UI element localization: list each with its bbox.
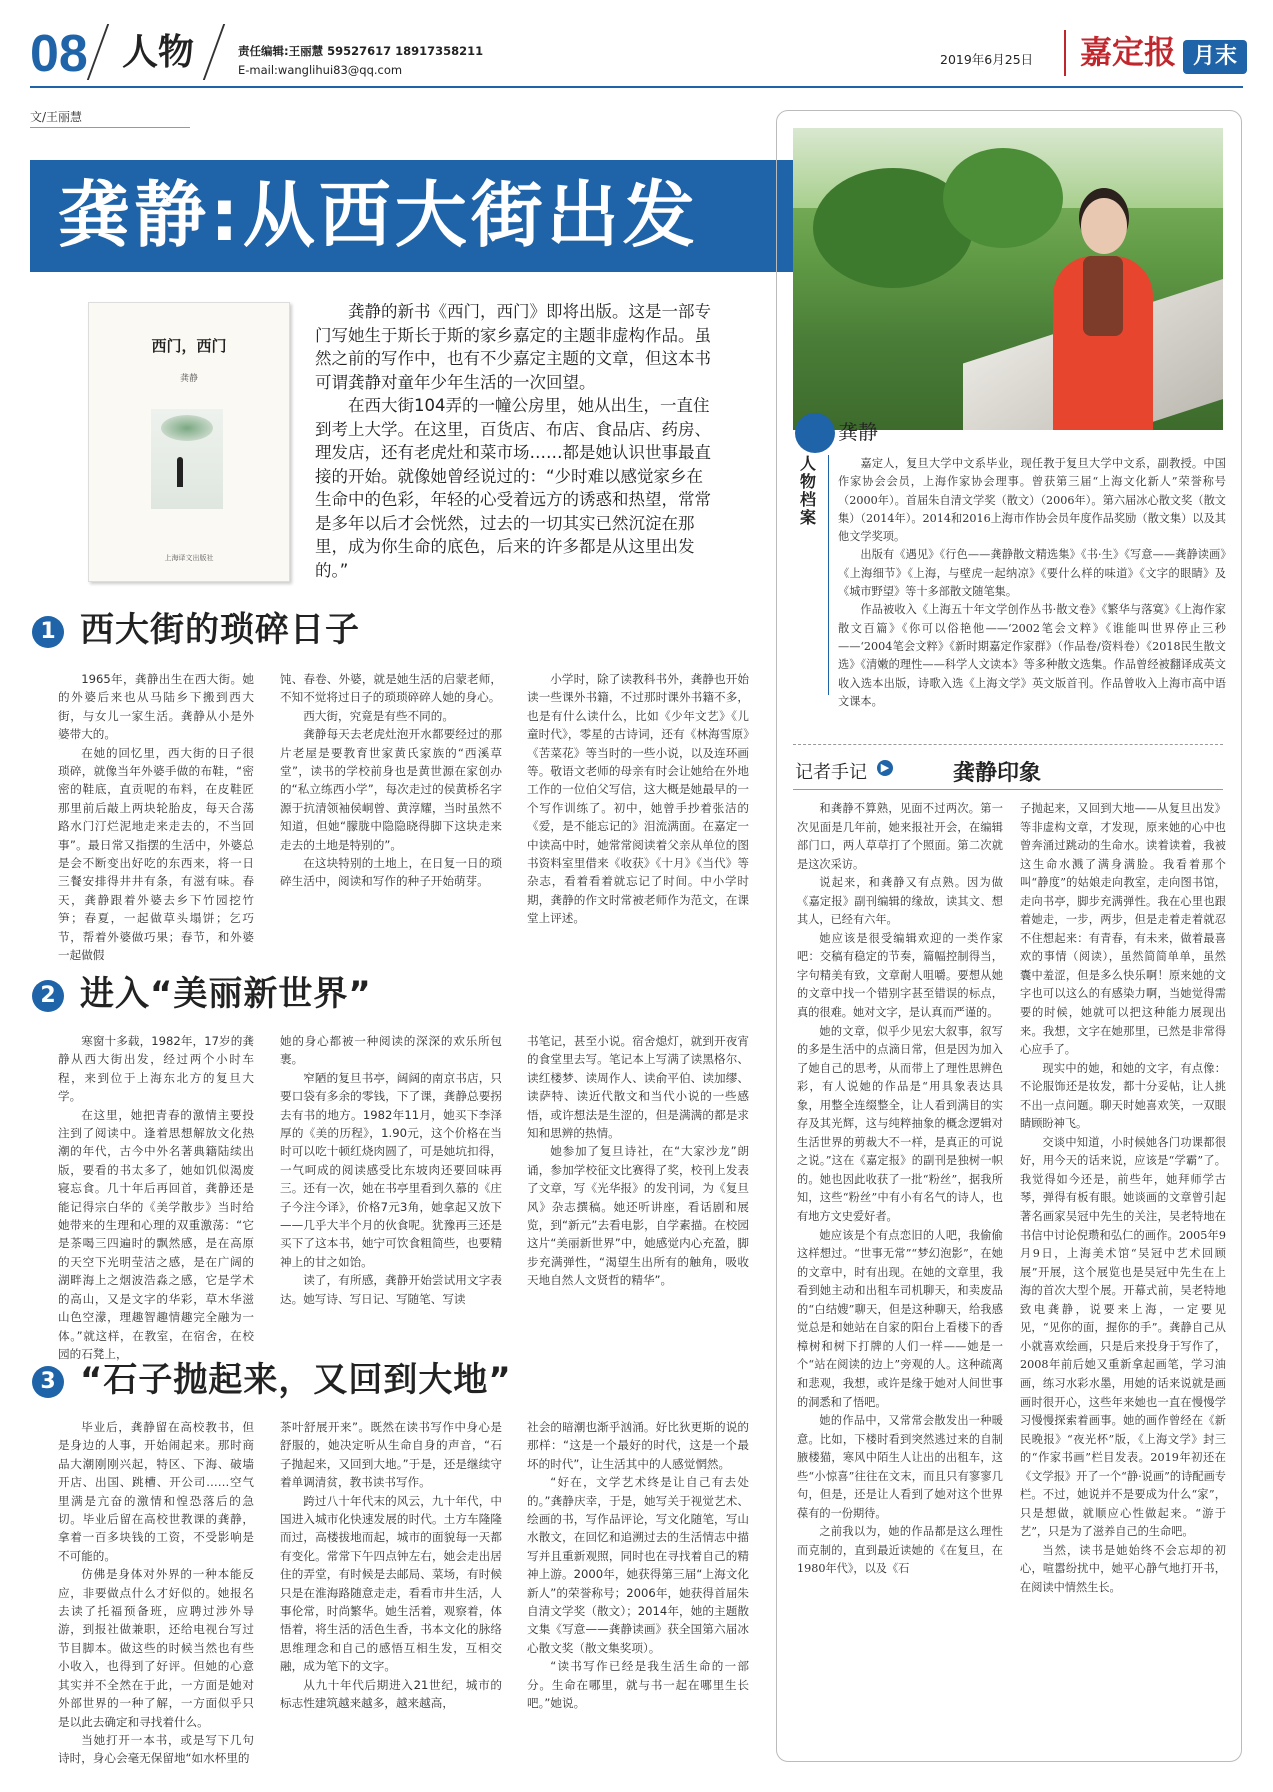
arrow-right-icon: ▶ bbox=[877, 760, 893, 776]
paragraph: 从九十年代后期进入21世纪，城市的标志性建筑越来越多，越来越高， bbox=[280, 1677, 502, 1711]
book-publisher: 上海译文出版社 bbox=[164, 554, 214, 562]
paragraph: 龚静每天去老虎灶泡开水都要经过的那片老屋是要教育世家黄氏家族的“西溪草堂”，读书的学校前身也是黄世源在家创办的“私立练西小学”，每次走过的侯黄桥名字源于抗清领袖侯峒曾、黄淳耀，当时虽然不知道，但她“朦胧中隐隐晓得脚下这块走来走去的土地是特别的”。 bbox=[280, 727, 502, 852]
book-cover bbox=[88, 302, 290, 582]
editor-line: 责任编辑:王丽慧 59527617 18917358211 bbox=[238, 44, 484, 58]
reporter-note-title: 龚静印象 bbox=[953, 761, 1042, 786]
paragraph: 在她的回忆里，西大街的日子很琐碎，就像当年外婆手做的布鞋，“密密的鞋底，直贡呢的布料，在皮鞋匠那里前后敲上两块轮胎皮，每天合荡路水门汀烂泥地走来走去的，不当回事”。最日常又指摆的生活中，外婆总是会不断变出好吃的东西来，将一日三餐安排得井井有条，有滋有味。春天，龚静跟着外婆去乡下竹园挖竹笋；春夏，一起做草头塌饼；乞巧节，帮着外婆做巧果；春节，和外婆一起做假 bbox=[58, 745, 254, 963]
section-heading-2: 进入“美丽新世界” bbox=[80, 974, 372, 1014]
note-paragraph: 她应该是个有点恋旧的人吧，我偷偷这样想过。“世事无常”“梦幻泡影”，在她的文章中，时有出现。在她的文章里，我看到她主动和出租车司机聊天，和卖废品的“白结嫂”聊天，但是这种聊天，给我感觉总是和她站在自家的阳台上看楼下的香樟树和树下打牌的人们一样——她是一个“站在阅读的边上”旁观的人。这种疏离和悲观，我想，或许是缘于她对人间世事的洞悉和了悟吧。 bbox=[797, 1228, 1003, 1409]
paragraph: 1965年，龚静出生在西大街。她的外婆后来也从马陆乡下搬到西大街，与女儿一家生活。龚静从小是外婆带大的。 bbox=[58, 672, 254, 742]
paragraph: 寒窗十多载，1982年，17岁的龚静从西大街出发，经过两个小时车程，来到位于上海东北方的复旦大学。 bbox=[58, 1034, 254, 1104]
section-1-col-2 bbox=[280, 670, 502, 891]
byline-rule bbox=[30, 127, 190, 128]
note-paragraph: 她应该是很受编辑欢迎的一类作家吧：交稿有稳定的节奏，篇幅控制得当，字句精美有致，文章耐人咀嚼。要想从她的文章中找一个错别字甚至错误的标点，真的很难。她对文字，是认真而严谨的。 bbox=[797, 931, 1003, 1020]
note-paragraph: 子抛起来，又回到大地——从复旦出发》等非虚构文章，才发现，原来她的心中也曾奔涌过跳动的生命水。读着读着，我被这生命水溅了满身满脸。我看着那个叫“静度”的姑娘走向教室，走向图书馆，走向书亭，脚步充满弹性。我在心里也跟着她走，一步，两步，但是走着走着就忍不住想起来：有青春，有未来，做着最喜欢的事情（阅读），虽然简简单单，虽然囊中羞涩，但是多么快乐啊！原来她的文字也可以这么的有感染力啊，当她觉得需要的时候，她就可以把这种能力展现出来。我想，文字在她那里，已然是非常得心应手了。 bbox=[1020, 802, 1226, 1057]
header-rule bbox=[30, 86, 1243, 88]
note-paragraph: 之前我以为，她的作品都是这么理性而克制的，直到最近读她的《在复旦，在1980年代》，以及《石 bbox=[797, 1525, 1003, 1576]
paragraph: 在这里，她把青春的激情主要投注到了阅读中。逢着思想解放文化热潮的年代，古今中外名著典籍陆续出版，要看的书太多了，她如饥似渴废寝忘食。几十年后再回首，龚静还是能记得宗白华的《美学散步》当时给她带来的生理和心理的双重激荡：“它是茶喝三四遍时的飘然感，是在高原的天空下光明莹洁之感，是在广阔的湖畔海上之烟波浩淼之感，它是学术的高山，又是文字的华彩，草木华滋山色空濛，理趣智趣情趣完全融为一体。”就这样，在教室，在宿舍，在校园的石凳上， bbox=[58, 1107, 254, 1361]
section-number-2: 2 bbox=[32, 980, 64, 1012]
section-3-col-1 bbox=[58, 1418, 254, 1768]
section-number-3: 3 bbox=[32, 1366, 64, 1398]
paragraph: 书笔记，甚至小说。宿舍熄灯，就到开夜宵的食堂里去写。笔记本上写满了读黑格尔、读红楼梦、读周作人、读俞平伯、读加缪、读萨特、读近代散文和当代小说的一些感悟，或许想法是生涩的，但是满满的都是求知和思辨的热情。 bbox=[527, 1034, 749, 1141]
paragraph: 她参加了复旦诗社，在“大家沙龙”朗诵，参加学校征文比赛得了奖，校刊上发表了文章，写《光华报》的发刊词，为《复旦风》杂志撰稿。她还听讲座，看话剧和展览，到“新元”去看电影，自学素描。在校园这片“美丽新世界”中，她感觉内心充盈，脚步充满弹性，“渴望生出所有的触角，吸收天地自然人文贤哲的精华”。 bbox=[527, 1144, 749, 1288]
paragraph: 社会的暗潮也渐乎汹涌。好比狄更斯的说的那样：“这是一个最好的时代，这是一个最坏的时代”，让生活其中的人感觉惘然。 bbox=[527, 1420, 749, 1471]
book-illustration bbox=[151, 409, 223, 509]
profile-name: 龚静 bbox=[838, 420, 878, 444]
paragraph: 茶叶舒展开来”。既然在读书写作中身心是舒服的，她决定听从生命自身的声音，“石子抛起来，又回到大地。”于是，还是继续守着单调清贫，教书读书写作。 bbox=[280, 1420, 502, 1490]
paragraph: 小学时，除了读教科书外，龚静也开始读一些课外书籍，不过那时课外书籍不多，也是有什么读什么，比如《少年文艺》《儿童时代》，零星的古诗词，还有《林海雪原》《苦菜花》等当时的一些小说，以及连环画等。敬语文老师的母亲有时会让她给在外地工作的一位伯父写信，这大概是她最早的一个写作训练了。初中，她曾手抄着张洁的《爱，是不能忘记的》泪流满面。在嘉定一中读高中时，她常常阅读着父亲从单位的图书资料室里借来《收获》《十月》《当代》等杂志，看着看着就忘记了时间。中小学时期，龚静的作文时常被老师作为范文，在课堂上评述。 bbox=[527, 672, 749, 926]
profile-rule bbox=[828, 455, 829, 695]
logo-bar bbox=[1064, 30, 1066, 76]
email-line: E-mail:wanglihui83@qq.com bbox=[238, 63, 403, 77]
note-col-1 bbox=[797, 800, 1003, 1579]
book-title: 西门，西门 bbox=[151, 337, 227, 355]
issue-date: 2019年6月25日 bbox=[940, 52, 1034, 67]
paragraph: 她的身心都被一种阅读的深深的欢乐所包裹。 bbox=[280, 1034, 502, 1067]
paragraph: 窄陋的复旦书亭，阔阔的南京书店，只要口袋有多余的零钱，下了课，龚静总要拐去有书的地方。1982年11月，她买下李泽厚的《美的历程》，1.90元，这个价格在当时可以吃十顿红烧肉圆了，可是她坑扣得，一气呵成的阅读感受比东坡肉还要回味再三。还有一次，她在书亭里看到久慕的《庄子今注今译》，价格7元3角，她拿起又放下——几乎大半个月的伙食呢。犹豫再三还是买下了这本书，她宁可饮食粗简些，也要精神上的甘之如饴。 bbox=[280, 1070, 502, 1269]
note-col-2 bbox=[1020, 800, 1226, 1598]
note-paragraph: 现实中的她，和她的文字，有点像：不论服饰还是妆发，都十分妥帖，让人挑不出一点问题。聊天时她喜欢笑，一双眼睛顾盼神飞。 bbox=[1020, 1061, 1226, 1131]
paper-logo: 嘉定报 bbox=[1080, 33, 1177, 71]
section-2-col-3 bbox=[527, 1032, 749, 1290]
header-divider bbox=[203, 24, 225, 80]
intro-paragraph: 在西大街104弄的一幢公房里，她从出生，一直住到考上大学。在这里，百货店、布店、食品店、药房、理发店，还有老虎灶和菜市场……都是她认识世事最直接的开始。就像她曾经说过的：“少时难以感觉家乡在生命中的色彩，年轻的心受着远方的诱惑和热望，常常是多年以后才会恍然，过去的一切其实已然沉淀在那里，成为你生命的底色，后来的许多都是从这里出发的。” bbox=[315, 396, 711, 580]
portrait-photo bbox=[793, 128, 1223, 430]
byline: 文/王丽慧 bbox=[30, 110, 83, 124]
note-paragraph: 交谈中知道，小时候她各门功课都很好，用今天的话来说，应该是“学霸”了。我觉得如今还是，前些年，她拜师学古琴，弹得有板有眼。她谈画的文章曾引起著名画家吴冠中先生的关注，吴老特地在书信中讨论倪瓒和弘仁的画作。2005年9月9日，上海美术馆“吴冠中艺术回顾展”开展，这个展览也是吴冠中先生在上海的首次大型个展。开幕式前，吴老特地致电龚静，说要来上海，一定要见见，“见你的面，握你的手”。龚静自己从小就喜欢绘画，只是后来投身于写作了，2008年前后她又重新拿起画笔，学习油画，练习水彩水墨，用她的话来说就是画画时很开心，这些年来她也一直在慢慢学习慢慢探索着画事。她的画作曾经在《新民晚报》“夜光杯”版，《上海文学》封三的“作家书画”栏目发表。2019年初还在《文学报》开了一个“静·说画”的诗配画专栏。不过，她说并不是要成为什么“家”，只是想做，就顺应心性做起来。“游于艺”，只是为了滋养自己的生命吧。 bbox=[1020, 1135, 1226, 1539]
section-heading-3: “石子抛起来，又回到大地” bbox=[80, 1360, 512, 1400]
profile-paragraph: 出版有《遇见》《行色——龚静散文精选集》《书·生》《写意——龚静读画》《上海细节》《上海，与壁虎一起纳凉》《要什么样的味道》《文字的眼睛》及《城市野望》等十多部散文随笔集。 bbox=[838, 548, 1226, 599]
note-paragraph: 说起来，和龚静又有点熟。因为做《嘉定报》副刊编辑的缘故，读其文、想其人，已经有六年。 bbox=[797, 876, 1003, 927]
section-2-col-2 bbox=[280, 1032, 502, 1308]
section-1-col-3 bbox=[527, 670, 749, 928]
paragraph: 读了，有所感，龚静开始尝试用文字表达。她写诗、写日记、写随笔、写读 bbox=[280, 1273, 502, 1306]
paragraph: 饨、春卷、外婆，就是她生活的启蒙老师，不知不觉将过日子的琐琐碎碎人她的身心。 bbox=[280, 672, 502, 705]
profile-label: 人物档案 bbox=[800, 454, 817, 527]
name-marker-icon bbox=[795, 413, 835, 453]
article-title: 龚静:从西大街出发 bbox=[58, 173, 699, 257]
paragraph: 毕业后，龚静留在高校教书，但是身边的人事，开始闹起来。那时商品大潮刚刚兴起，特区、下海、破墙开店、出国、跳槽、开公司……空气里满是亢奋的激情和惶恐落后的急切。毕业后留在高校世教课的龚静，拿着一百多块钱的工资，不受影响是不可能的。 bbox=[58, 1420, 254, 1563]
paragraph: 西大街，究竟是有些不同的。 bbox=[303, 708, 454, 723]
editor-info bbox=[238, 42, 483, 80]
section-number-1: 1 bbox=[32, 616, 64, 648]
profile-text bbox=[838, 455, 1226, 711]
paragraph: 当她打开一本书，或是写下几句诗时，身心会毫无保留地“如水杯里的 bbox=[58, 1732, 254, 1766]
edition-tag: 月末 bbox=[1183, 40, 1247, 74]
paragraph: 仿佛是身体对外界的一种本能反应，非要做点什么才好似的。她报名去读了托福预备班，应聘过涉外导游，到报社做兼职，还给电视台写过节目脚本。做这些的时候当然也有些小收入，也得到了好评。但她的心意其实并不全然在于此，一方面是她对外部世界的一种了解，一方面似乎只是以此去确定和寻找着什么。 bbox=[58, 1567, 254, 1729]
intro-paragraph: 龚静的新书《西门，西门》即将出版。这是一部专门写她生于斯长于斯的家乡嘉定的主题非虚构作品。虽然之前的写作中，也有不少嘉定主题的文章，但这本书可谓龚静对童年少年生活的一次回望。 bbox=[315, 302, 711, 392]
note-paragraph: 她的作品中，又常常会散发出一种暖意。比如，下楼时看到突然逃过来的自制腋楼猫，寒风中陌生人让出的出租车，这些“小惊喜”往往在文末，而且只有寥寥几句，但是，还是让人看到了她对这个世界葆有的一份期待。 bbox=[797, 1414, 1003, 1520]
section-name: 人物 bbox=[122, 31, 195, 73]
reporter-note-label: 记者手记 bbox=[795, 762, 867, 783]
profile-paragraph: 嘉定人，复旦大学中文系毕业，现任教于复旦大学中文系，副教授。中国作家协会会员，上海作家协会理事。曾获第三届“上海文化新人”荣誉称号（2000年）。首届朱自清文学奖（散文）（2006年）。第六届冰心散文奖（散文集）（2014年）。2014和2016上海市作协会员年度作品奖励（散文集）以及其他文学奖项。 bbox=[838, 457, 1226, 544]
profile-paragraph: 作品被收入《上海五十年文学创作丛书·散文卷》《繁华与落寞》《上海作家散文百篇》《你可以俗艳他——‘2002笔会文粹》《谁能叫世界停止三秒——‘2004笔会文粹》《新时期嘉定作家群》（作品卷/资料卷）《2018民生散文选》《清嫩的理性——科学人文读本》等多种散文选集。作品曾经被翻译成英文收入选本出版，诗歌入选《上海文学》英文版首刊。作品曾收入上海市高中语文课本。 bbox=[838, 603, 1226, 708]
paragraph: “好在，文学艺术终是让自己有去处的。”龚静庆幸，于是，她写关于视觉艺术、绘画的书，写作品评论，写文化随笔，写山水散文，在回忆和追溯过去的生活情志中描写并且重新观照，同时也在寻找着自己的精神上游。2000年，她获得第三届“上海文化新人”的荣誉称号；2006年，她获得首届朱自清文学奖（散文）；2014年，她的主题散文集《写意——龚静读画》获全国第六届冰心散文奖（散文集奖项）。 bbox=[527, 1475, 749, 1655]
paragraph: 跨过八十年代末的风云，九十年代，中国进入城市化快速发展的时代。土方车隆隆而过，高楼拔地而起，城市的面貌每一天都有变化。常常下午四点钟左右，她会走出居住的弄堂，有时候是去邮局、菜场，有时候只是在淮海路随意走走，看看市井生活，人事伦常，时尚繁华。她生活着，观察着，体悟着，将生活的活色生香，书本文化的脉络思维理念和自己的感悟互相生发，互相交融，成为笔下的文字。 bbox=[280, 1493, 502, 1674]
article-intro bbox=[315, 300, 715, 582]
section-3-col-2 bbox=[280, 1418, 502, 1713]
book-author: 龚静 bbox=[179, 374, 198, 384]
note-paragraph: 她的文章，似乎少见宏大叙事，叙写的多是生活中的点滴日常，但是因为加入了她自己的思考，从而带上了理性思辨色彩，有人说她的作品是“用具象表达具象，用整全连缀整全，让人看到满目的实存及其光辉，这与纯粹抽象的概念逻辑对生活世界的剪裁大不一样，是真正的可说之说。”这在《嘉定报》的副刊是独树一帜的。她也因此收获了一批“粉丝”，据我所知，这些“粉丝”中有小有名气的诗人，也有地方文史爱好者。 bbox=[797, 1024, 1003, 1224]
section-3-col-3 bbox=[527, 1418, 749, 1713]
section-2-col-1 bbox=[58, 1032, 254, 1363]
page-number: 08 bbox=[30, 25, 88, 83]
paragraph: “读书写作已经是我生活生命的一部分。生命在哪里，就与书一起在哪里生长吧。”她说。 bbox=[527, 1659, 749, 1711]
note-paragraph: 和龚静不算熟，见面不过两次。第一次见面是几年前，她来报社开会，在编辑部门口，两人草草打了个照面。第二次就是这次采访。 bbox=[797, 802, 1003, 871]
section-1-col-1 bbox=[58, 670, 254, 965]
note-rule bbox=[793, 789, 1223, 790]
header-divider bbox=[87, 24, 109, 80]
sidebar-divider bbox=[793, 744, 1223, 745]
note-paragraph: 当然，读书是她始终不会忘却的初心，喧嚣纷扰中，她平心静气地打开书，在阅读中情然生长。 bbox=[1020, 1543, 1226, 1594]
paragraph: 在这块特别的土地上，在日复一日的琐碎生活中，阅读和写作的种子开始萌芽。 bbox=[280, 856, 502, 889]
section-heading-1: 西大街的琐碎日子 bbox=[80, 610, 360, 650]
